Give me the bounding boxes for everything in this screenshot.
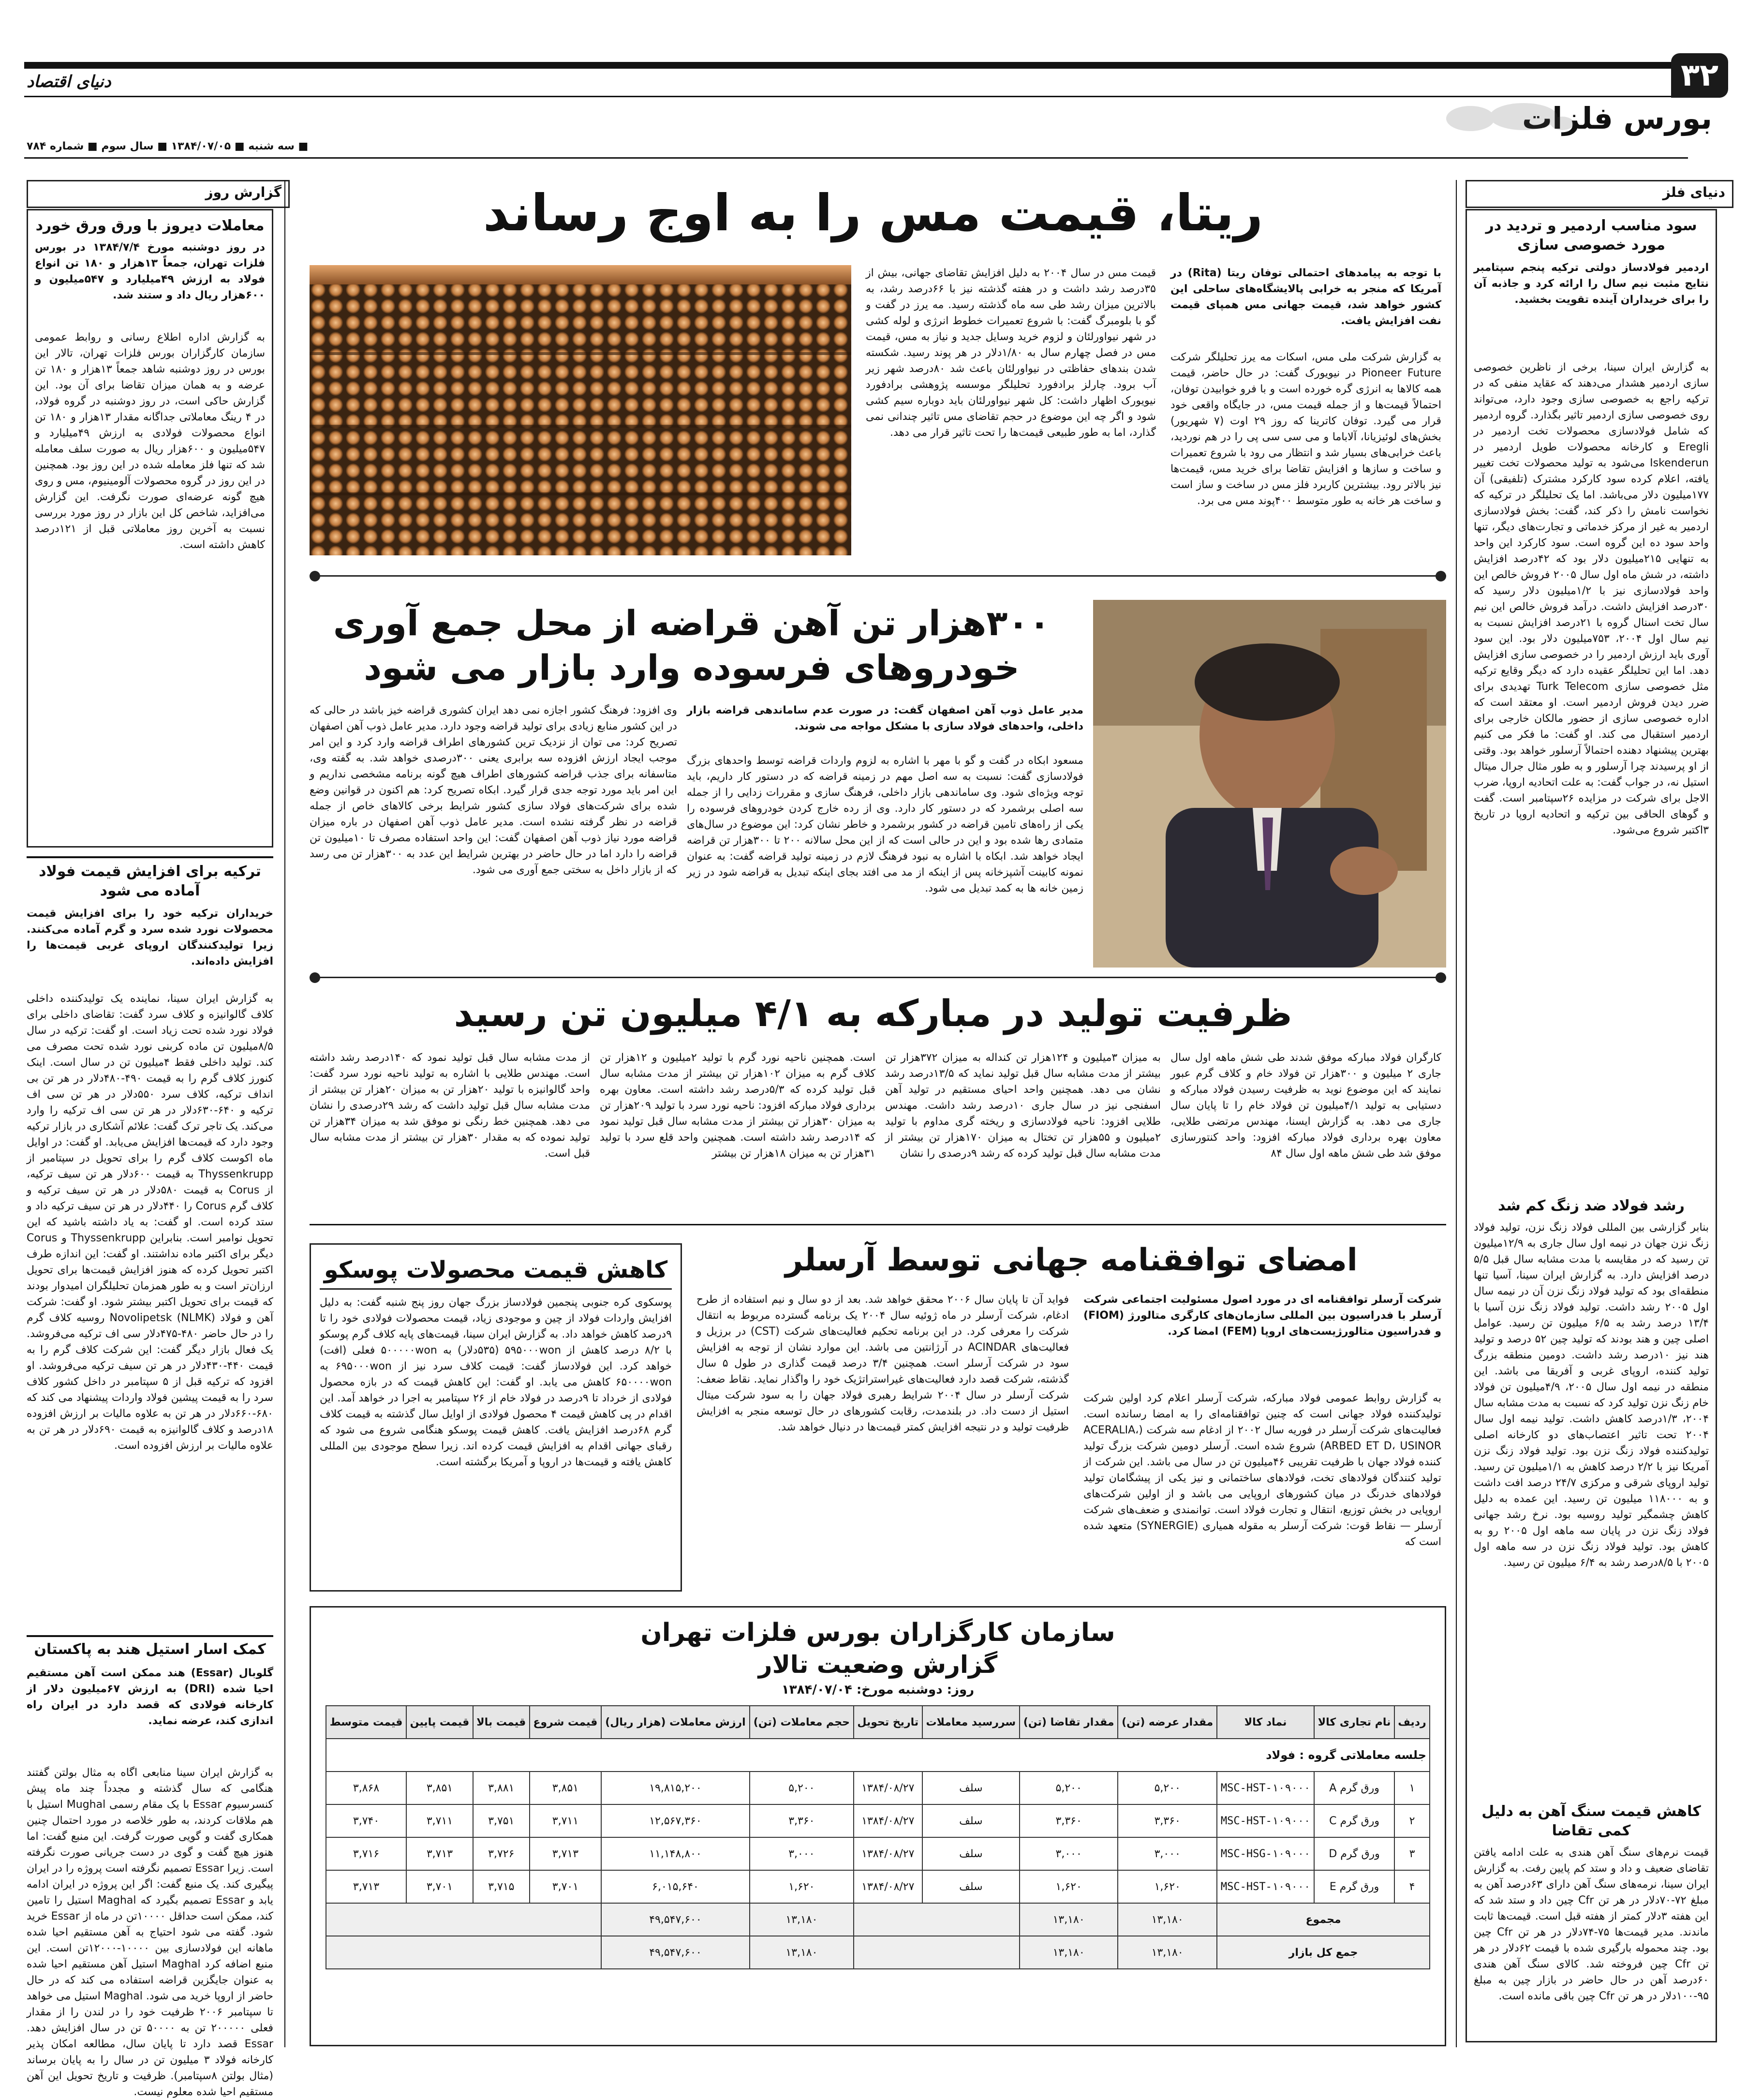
table-cell: ۱,۶۲۰ <box>1118 1870 1217 1903</box>
mobarakeh-headline: ظرفیت تولید در مبارکه به ۴/۱ میلیون تن رسید <box>454 992 1292 1035</box>
table-cell: سلف <box>922 1870 1020 1903</box>
left-column-label: گزارش روز <box>27 180 290 208</box>
right-article-1-body: به گزارش ایران سینا، برخی از ناظرین خصوصی سازی اردمیر هشدار می‌دهند که عقاید منفی که در ترکیه راجع به خصوصی سازی وجود دارد، می‌تواند روی خصوصی سازی اردمیر تاثیر بگذارد. گروه اردمیر که شامل فولادسازی محصولات تخت اردمیر در Eregli و کارخانه محصولات طویل اردمیر در Iskenderun می‌شود به تولید محصولات تخت تغییر یافته، اعلام کرده سود کارکرد مشترک (تلفیقی) آن ۱۷۷میلیون دلار می‌باشد. اما یک تحلیلگر در ترکیه که نخواست نامش را ذکر کند، گفت: بخش فولادسازی اردمیر به غیر از مرکز خدماتی و تجارت‌های دیگر، تنها واحد سود ده این گروه است. سود کارکرد این واحد به تنهایی ۲۱۵میلیون دلار بود که ۴۲درصد افزایش داشته، در شش ماه اول سال ۲۰۰۵ فروش خالص این واحد فولادسازی نیز با ۱/۲میلیون دلار رسید که ۳۰درصد افزایش داشت. درآمد فروش خالص این نیم سال تخت اسنال گروه با ۲۱درصد افزایش نسبت به نیم سال اول ۲۰۰۴، ۷۵۳میلیون دلار بود. این سود آوری باید ارزش اردمیر را در خصوصی سازی افزایش دهد. اما این تحلیلگر عقیده دارد که دیگر وقایع ترکیه مثل خصوصی سازی Turk Telecom تهدیدی برای ضرر دیدن فروش اردمیر است. او معتقد است که اداره خصوصی سازی از حضور مالکان خارجی برای اردمیر استقبال می کند. او گفت: ما فکر می کنیم بهترین پیشنهاد دهنده احتمالاً آرسلور خواهد بود. وقتی از او پرسیدند چرا آرسلور و به طور مثال جرال میتال استیل نه، در جواب گفت: به علت اتحادیه اروپا، ضرب الاجل برای شرکت در مزایده ۲۶سپتامبر است. گفت و گوهای الحاقی بین ترکیه و اتحادیه اروپا در تاریخ ۳اکتبر شروع می‌شود. <box>1474 361 1709 836</box>
table-cell: ۳,۷۱۵ <box>473 1870 530 1903</box>
table-cell: ۳,۸۸۱ <box>473 1772 530 1804</box>
table-cell: ۲ <box>1394 1804 1430 1837</box>
table-cell: ۱۹,۸۱۵,۲۰۰ <box>601 1772 750 1804</box>
group-label: جلسه معاملاتی گروه : فولاد <box>326 1739 1430 1772</box>
col-header: قیمت بالا <box>473 1706 530 1739</box>
top-rule-thin <box>24 96 1688 97</box>
table-cell: سلف <box>922 1837 1020 1870</box>
total-label: مجموع <box>1217 1903 1430 1936</box>
left-article-2-title: ترکیه برای افزایش قیمت فولاد آماده می شود <box>39 863 261 899</box>
table-cell: ۱۳۸۴/۰۸/۲۷ <box>854 1772 922 1804</box>
section-divider-2 <box>310 972 1446 983</box>
total-row <box>326 1903 1430 1936</box>
grand-total-value: ۱۳,۱۸۰ <box>750 1936 854 1969</box>
table-row <box>326 1804 1430 1837</box>
col-header: حجم معاملات (تن) <box>750 1706 854 1739</box>
table-cell: ۱ <box>1394 1772 1430 1804</box>
table-cell: ۳,۳۶۰ <box>1118 1804 1217 1837</box>
col-header: مقدار تقاضا (تن) <box>1020 1706 1118 1739</box>
table-cell: ۱۳۸۴/۰۸/۲۷ <box>854 1870 922 1903</box>
scrap-body-col2: وی افزود: فرهنگ کشور اجازه نمی دهد ایران کشوری قراضه خیز باشد در حالی که در این کشور منابع زیادی برای تولید قراضه وجود دارد. مدیر عامل ذوب آهن اصفهان تصریح کرد: می توان از نزدیک ترین کشورهای اطراف قراضه وارد کرد و این امر موجب ایجاد ارزش افزوده سه برابری یعنی ۳۰۰درصدی خواهد شد. به گفته وی، متاسفانه برای جذب قراضه کشورهای اطراف هیچ گونه برنامه مشخصی نداریم و این امر باید مورد توجه جدی قرار گیرد. ابکاه تصریح کرد: هم اکنون در قوانین وضع شده برای شرکت‌های فولاد سازی کشور شرایط برخی کالاهای خاص از جمله قراضه در نظر گرفته نشده است. مدیر عامل ذوب آهن اصفهان در باره میزان قراضه مورد نیاز ذوب آهن اصفهان گفت: این واحد استفاده مصرف تا ۱۰میلیون تن قراضه را دارد اما در حال حاضر در بهترین شرایط این عدد به ۳۰۰هزار تن می رسد که از بازار داخل به سختی جمع آوری می شود. <box>310 704 678 876</box>
left-column-rule <box>284 180 285 2047</box>
main-headline: ریتا، قیمت مس را به اوج رساند <box>483 183 1263 242</box>
table-cell: ۳,۰۰۰ <box>1118 1837 1217 1870</box>
page-number-badge <box>1671 53 1728 98</box>
total-value: ۴۹,۵۴۷,۶۰۰ <box>601 1903 750 1936</box>
report-header-row <box>326 1706 1430 1739</box>
col-header: تاریخ تحویل <box>854 1706 922 1739</box>
col-header: سررسید معاملات <box>922 1706 1020 1739</box>
table-cell: ۱۱,۱۴۸,۸۰۰ <box>601 1837 750 1870</box>
col-header: قیمت پایین <box>406 1706 473 1739</box>
mobarakeh-col2: به میزان ۳میلیون و ۱۲۴هزار تن کنداله به میزان ۳۷۲هزار تن بیشتر از مدت مشابه سال قبل تولید نماید که ۱۳/۵درصد رشد نشان می دهد. همچنین واحد احیای مستقیم در تولید آهن اسفنجی نیز در سال جاری ۱۰درصد رشد داشت. مهندس طلایی افزود: ناحیه فولادسازی و ریخته گری مداوم با تولید ۲میلیون و ۵۵هزار تن تختال به میزان ۱۷۰هزار تن بیشتر از مدت مشابه سال قبل تولید کرده که رشد ۹درصدی را نشان <box>885 1052 1161 1160</box>
scrap-headline-line1: ۳۰۰هزار تن آهن قراضه از محل جمع آوری <box>333 603 1051 643</box>
table-cell: ورق گرم D <box>1314 1837 1394 1870</box>
right-column-box <box>1466 209 1717 2042</box>
col-header: ردیف <box>1394 1706 1430 1739</box>
table-cell: ۳,۷۰۱ <box>406 1870 473 1903</box>
table-cell: ورق گرم C <box>1314 1804 1394 1837</box>
rita-body-col1: به گزارش شرکت ملی مس، اسکات مه یرز تحلیلگر شرکت Pioneer Future در نیویورک گفت: در حال حاضر، قیمت همه کالاها به انرژی گره خورده است و با فرو خوابیدن توفان، احتمالاً قیمت‌ها و از جمله قیمت مس، در جایگاه واقعی خود قرار می گیرد. توفان کاترینا که روز ۲۹ اوت (۷ شهریور) بخش‌های لوئیزیانا، آلاباما و می سی سی پی را در هم نوردید، باعث خرابی‌های بسیار شد و انتظار می رود با شروع تعمیرات و ساخت و سازها و افزایش تقاضا برای خرید مس، قیمت‌ها نیز بالاتر رود. بیشترین کاربرد فلز مس در ساخت و ساز است و ساخت هر خانه به طور متوسط ۴۰۰پوند مس می برد. <box>1170 351 1442 507</box>
arcelor-lead: شرکت آرسلر توافقنامه ای در مورد اصول مسئولیت اجتماعی شرکت آرسلر با فدراسیون بین المللی سازمان‌های کارگری متالورژ (FIOM) و فدراسیون متالورژیست‌های اروپا (FEM) امضا کرد. <box>1083 1294 1441 1338</box>
grand-total-label: جمع کل بازار <box>1217 1936 1430 1969</box>
table-cell: MSC-HST-۱۰۹۰۰۰ <box>1217 1804 1314 1837</box>
col-header: مقدار عرضه (تن) <box>1118 1706 1217 1739</box>
table-cell: ۳,۷۱۳ <box>530 1837 601 1870</box>
left-divider-2 <box>27 1635 273 1637</box>
left-article-2-body: به گزارش ایران سینا، نماینده یک تولیدکننده داخلی کلاف گالوانیزه و کلاف سرد گفت: تقاضای داخلی برای فولاد نورد شده تحت زیاد است. او گفت: ترکیه در سال ۸/۵میلیون تن ماده کربنی نورد شده تحت مصرف می کند. تولید داخلی فقط ۴میلیون تن در سال است. اینک کنورز کلاف گرم را به قیمت ۴۹۰-۴۸۰دلار در هر تن بی انداف ترکیه، کلاف سرد ۵۵۰دلار در هر تن سی اف ترکیه و ۶۴۰-۶۳۰دلار در هر تن سی اف ترکیه را وارد می‌کند. یک تاجر ترک گفت: علائم آشکاری در بازار ترکیه وجود دارد که قیمت‌ها افزایش می‌یابد. او گفت: در اوایل ماه اکوست کلاف گرم را برای تحویل در سپتامبر از Thyssenkrupp به قیمت ۶۰۰دلار هر تن سیف ترکیه، از Corus به قیمت ۵۸۰دلار در هر تن سیف ترکیه و کلاف گرم Corus را ۴۴۰دلار در هر تن سیف ترکیه داد و ستد کرده است. او گفت: به یاد داشته باشید که این تحویل نوامبر است. بنابراین Thyssenkrupp و Corus دیگر برای اکتبر ماده نداشتند. او گفت: این اندازه طرف اکتبر تحویل کرده که هنوز افزایش قیمت‌ها برای تحویل ارزان‌تر است و به طور همزمان تحلیلگران امیدوار بودند که قیمت برای تحویل اکتبر بیشتر شود. او گفت: شرکت آهن و فولاد (NLMK) Novolipetsk روسیه کلاف گرم را در حال حاضر ۴۸۰-۴۷۵دلار سی اف ترکیه می‌فروشد. یک فعال بازار دیگر گفت: این شرکت کلاف گرم را به قیمت ۴۴۰-۴۳۰دلار در هر تن سیف ترکیه می‌فروشد. او افزود که ترکیه قبل از ۵ سپتامبر در داخل کشور کلاف سرد را به قیمت پیشین فولاد واردات پیشنهاد می کند که ۶۸۰-۶۶۰دلار در هر تن به علاوه مالیات بر ارزش افزوده ۱۸درصد و کلاف گالوانیزه به قیمت ۶۹۰دلار در هر تن به علاوه مالیات بر ارزش افزوده است. <box>27 993 274 1452</box>
table-row <box>326 1837 1430 1870</box>
section-title: بورس فلزات <box>1522 101 1712 136</box>
grand-total-row <box>326 1936 1430 1969</box>
table-cell: MSC-HSG-۱۰۹۰۰۰ <box>1217 1837 1314 1870</box>
scrap-lead: مدیر عامل ذوب آهن اصفهان گفت: در صورت عدم ساماندهی قراضه بازار داخلی، واحدهای فولاد سازی با مشکل مواجه می شوند. <box>687 704 1083 732</box>
date-line: ■ سه شنبه ■ ۱۳۸۴/۰۷/۰۵ ■ سال سوم ■ شماره ۷۸۴ <box>27 140 309 152</box>
group-row <box>326 1739 1430 1772</box>
scrap-body-col1: مسعود ابکاه در گفت و گو با مهر با اشاره به لزوم واردات قراضه توسط واحدهای بزرگ فولادسازی گفت: نسبت به سه اصل مهم در زمینه قراضه که در دستور کار داریم، باید توجه ویژه‌ای شود. وی ساماندهی بازار داخلی، فرهنگ سازی و مقررات زدایی را از جمله سه اصلی برشمرد که در دستور کار دارد. وی از رده خارج کردن خودروهای فرسوده را یکی از راه‌های تامین قراضه در کشور برشمرد و خاطر نشان کرد: این موضوع در سال‌های متمادی رها شده بود و این در حالی است که از این محل سالانه ۲۰۰ تا ۳۰۰هزار تن قراضه ایجاد خواهد شد. ابکاه با اشاره به نبود فرهنگ لازم در زمینه تولید قراضه گفت: به عنوان نمونه کابینت آشپزخانه پس از اینکه از مد می افتد بجای اینکه تبدیل به قراضه شود در زیر زمین خانه ها به کمد تبدیل می شود. <box>687 755 1083 894</box>
table-cell: ۳,۷۱۶ <box>326 1837 406 1870</box>
paper-logo: دنیای اقتصاد <box>27 72 111 91</box>
total-value: ۱۳,۱۸۰ <box>1118 1903 1217 1936</box>
table-cell: ۳,۸۶۸ <box>326 1772 406 1804</box>
left-article-3-lead: گلوبال (Essar) هند ممکن است آهن مستقیم احیا شده (DRI) به ارزش ۶۷میلیون دلار از کارخانه فولادی که قصد دارد در ایران راه اندازی کند، عرضه نماید. <box>27 1667 274 1727</box>
table-cell: ۳,۰۰۰ <box>1020 1837 1118 1870</box>
grand-total-value: ۱۳,۱۸۰ <box>1020 1936 1118 1969</box>
section-divider-3 <box>310 1224 1446 1225</box>
table-cell: ۳,۷۱۱ <box>406 1804 473 1837</box>
col-header: نماد کالا <box>1217 1706 1314 1739</box>
arcelor-col1: به گزارش روابط عمومی فولاد مبارکه، شرکت آرسلر اعلام کرد اولین شرکت تولیدکننده فولاد جهانی است که چنین توافقنامه‌ای را به امضا رسانده است. فعالیت‌های شرکت آرسلر در فوریه سال ۲۰۰۲ از ادغام سه شرکت (ACERALIA، ARBED ET D، USINOR) شروع شده است. آرسلر دومین شرکت بزرگ تولید کننده فولاد جهان با ظرفیت تقریبی ۴۶میلیون تن در سال می باشد. این شرکت از تولید کنندگان فولادهای تخت، فولادهای ساختمانی و نیز یکی از پیشگامان تولید فولادهای خدرنگ در میان کشورهای اروپایی می باشد و از اولین شرکت‌های اروپایی در بخش توزیع، انتقال و تجارت فولاد است. توانمندی و ضعف‌های شرکت آرسلر — نقاط قوت: شرکت آرسلر به مقوله همیاری (SYNERGIE) متعهد شده است که <box>1083 1392 1442 1548</box>
total-value: ۱۳,۱۸۰ <box>1020 1903 1118 1936</box>
table-cell: سلف <box>922 1804 1020 1837</box>
right-article-1-title: سود مناسب اردمیر و تردید در مورد خصوصی سازی <box>1485 217 1697 253</box>
table-cell: ۳,۷۱۳ <box>326 1870 406 1903</box>
table-cell: ۳,۷۱۱ <box>530 1804 601 1837</box>
table-cell: ۱۳۸۴/۰۸/۲۷ <box>854 1837 922 1870</box>
table-cell: ۳,۷۱۳ <box>406 1837 473 1870</box>
grand-total-value: ۴۹,۵۴۷,۶۰۰ <box>601 1936 750 1969</box>
table-cell: ۱۳۸۴/۰۸/۲۷ <box>854 1804 922 1837</box>
table-cell: ۱۲,۵۶۷,۳۶۰ <box>601 1804 750 1837</box>
report-title-1: سازمان کارگزاران بورس فلزات تهران <box>640 1618 1115 1647</box>
rita-body-col2: قیمت مس در سال ۲۰۰۴ به دلیل افزایش تقاضای جهانی، بیش از ۳۵درصد رشد داشت و در هفته گذشته نیز با ۶۶درصد رشد، به بالاترین میزان رشد طی سه ماه گذشته رسید. مه یرز در گفت و گو با بلومبرگ گفت: با شروع تعمیرات خطوط انرژی و لوله کشی در شهر نیواورلئان و لزوم خرید وسایل جدید و نیاز به مس، قیمت مس در فصل چهارم سال به ۱/۸۰دلار در هر پوند رسید. شکسته شدن بندهای حفاظتی در نیواورلئان باعث شد ۸۰درصد شهر زیر آب برود. چارلز برادفورد تحلیلگر موسسه پژوهشی برادفورد نیویورک اظهار داشت: کل شهر نیواورلئان باید دوباره سیم کشی شود و اگر چه این موضوع در حجم تقاضای مس تاثیر چندانی نمی گذارد، اما به طور طبیعی قیمت‌ها را تحت تاثیر قرار می دهد. <box>866 267 1156 439</box>
left-divider-1 <box>27 856 273 858</box>
report-table-body <box>326 1739 1430 1903</box>
table-cell: MSC-HST-۱۰۹۰۰۰ <box>1217 1772 1314 1804</box>
table-cell: ۱,۶۲۰ <box>750 1870 854 1903</box>
right-article-2-body: بنابر گزارشی بین المللی فولاد زنگ نزن، تولید فولاد زنگ نزن جهان در نیمه اول سال جاری به ۱۲/۹میلیون تن رسید که در مقایسه با مدت مشابه سال قبل ۵/۵ درصد افزایش دارد. به گزارش ایران سینا، آسیا تنها منطقه‌ای بود که تولید فولاد زنگ نزن آن در نیمه سال اول ۲۰۰۵ رشد داشت. تولید فولاد زنگ نزن آسیا با ۱۳/۴ درصد رشد به ۶/۵ میلیون تن رسید. عوامل اصلی چین و هند بودند که تولید چین ۵۲ درصد و تولید هند نیز ۱۰درصد رشد داشت. دومین منطقه بزرگ تولید کننده، اروپای غربی و آفریقا می باشد. این منطقه در نیمه اول سال ۲۰۰۵، ۴/۹میلیون تن فولاد خام زنگ نزن تولید کرد که نسبت به مدت مشابه سال ۲۰۰۴، ۱/۳درصد کاهش داشت. تولید نیمه اول سال ۲۰۰۴ تحت تاثیر اعتصاب‌های دو کارخانه اصلی تولیدکننده فولاد زنگ نزن بود. تولید فولاد زنگ نزن آمریکا نیز با ۲/۲ درصد کاهش به ۱/۱میلیون تن رسید. تولید اروپای شرقی و مرکزی ۲۴/۷ درصد افت داشت و به ۱۱۸۰۰۰ میلیون تن رسید. این عمده به دلیل کاهش چشمگیر تولید روسیه بود. نرخ رشد جهانی فولاد زنگ نزن در پایان سه ماهه اول ۲۰۰۵ رو به کاهش بود. تولید فولاد زنگ نزن در سه ماهه اول ۲۰۰۵ با ۸/۵درصد رشد به ۶/۴ میلیون تن رسید. <box>1474 1221 1709 1569</box>
table-cell: ورق گرم A <box>1314 1772 1394 1804</box>
header-bottom-rule <box>24 157 1688 159</box>
right-article-2-title: رشد فولاد ضد زنگ کم شد <box>1498 1197 1685 1214</box>
top-rule <box>24 62 1688 69</box>
right-article-3-body: قیمت نرم‌های سنگ آهن هندی به علت ادامه یافتن تقاضای ضعیف و داد و ستد کم پایین رفت. به گزارش ایران سینا، نرمه‌های سنگ آهن دارای ۶۳درصد آهن به مبلغ ۷۲-۷۰دلار در هر تن Cfr چین داد و ستد شد که این هفته ۳دلار کمتر از هفته قبل است. قیمت‌ها ثابت ماندند. مدیر قیمت‌ها ۷۵-۷۴دلار در هر تن Cfr چین بود. چند محموله بارگیری شده با قیمت ۶۲دلار در هر تن Cfr چین فروخته شد. کالای سنگ آهن هندی ۶۰درصد آهن در حال حاضر در بازار چین به مبلغ ۹۵-۱۰۰دلار در هر تن Cfr چین باقی مانده است. <box>1474 1847 1709 2002</box>
table-cell: ۴ <box>1394 1870 1430 1903</box>
left-article-3-body: به گزارش ایران سینا منابعی اگاه به مثال بولتن گفتند هنگامی که سال گذشته و مجدداً چند ماه پیش کنسرسیوم Essar با یک مقام رسمی Mughal استیل با هم ملاقات کردند، به طور خلاصه در مورد احتمال چنین همکاری گفت و گویی صورت گرفت. این منبع گفت: اما هنوز هیچ گفت و گوی در دست جریانی صورت نگرفته است. زیرا Essar تصمیم نگرفته است پروژه را در ایران پیگیری کند. یک منبع گفت: اگر این پروژه در ایران ادامه یابد و Essar تصمیم بگیرد که Maghal استیل را تامین کند، ممکن است حداقل ۱۰۰۰۰تن در ماه از Essar خرید شود. گفته می شود احتیاج به آهن مستقیم احیا شده ماهانه این فولادسازی بین ۱۰۰۰۰-۱۲۰۰۰تن است. این منبع اضافه کرد Maghal استیل آهن مستقیم احیا شده به عنوان جایگزین قراضه استفاده می کند که در حال حاضر از اروپا خرید می شود. Maghal استیل می خواهد تا سپتامبر ۲۰۰۶ ظرفیت خود را در لندن را از مقدار فعلی ۲۰۰۰۰۰ تن به ۵۰۰۰۰ تن در سال افزایش دهد. Essar قصد دارد تا پایان سال، مطالعه امکان پذیر کارخانه فولاد ۳ میلیون تن در سال را به پایان برساند (مثال بولتن ۸سپتامبر). ظرفیت و تاریخ تحویل این آهن مستقیم احیا شده معلوم نیست. <box>27 1767 274 2098</box>
table-cell: ۶,۰۱۵,۶۴۰ <box>601 1870 750 1903</box>
table-cell: ۳,۷۵۱ <box>473 1804 530 1837</box>
arcelor-headline: امضای توافقنامه جهانی توسط آرسلر <box>785 1242 1358 1278</box>
table-cell: ۳ <box>1394 1837 1430 1870</box>
table-cell: ۳,۳۶۰ <box>1020 1804 1118 1837</box>
table-cell: ۵,۲۰۰ <box>1020 1772 1118 1804</box>
page-number: ۳۲ <box>1680 58 1719 93</box>
col-header: قیمت متوسط <box>326 1706 406 1739</box>
report-table <box>326 1705 1430 1969</box>
table-row <box>326 1870 1430 1903</box>
col-header: ارزش معاملات (هزار ریال) <box>601 1706 750 1739</box>
table-cell: ۳,۰۰۰ <box>750 1837 854 1870</box>
table-cell: ۳,۷۰۱ <box>530 1870 601 1903</box>
table-cell: سلف <box>922 1772 1020 1804</box>
table-cell: ۳,۷۴۰ <box>326 1804 406 1837</box>
left-column <box>27 180 281 2098</box>
copper-rods-photo <box>310 265 851 555</box>
table-cell: ۱,۶۲۰ <box>1020 1870 1118 1903</box>
right-article-3-title: کاهش قیمت سنگ آهن به دلیل کمی تقاضا <box>1481 1803 1701 1839</box>
right-column <box>1466 180 1725 2047</box>
mobarakeh-col4: از مدت مشابه سال قبل تولید نمود که ۱۴۰درصد رشد داشته است. مهندس طلایی با اشاره به تولید ناحیه نورد سرد گفت: واحد گالوانیزه با تولید ۲۰هزار تن به میزان ۲۰هزار تن بیشتر از مدت مشابه سال قبل تولید داشت که رشد ۲۹درصدی را نشان می دهد. همچنین خط رنگی نو موفق شد به میزان ۳۴هزار تن تولید نموده که به مقدار ۳۰هزار تن بیشتر از مدت مشابه سال قبل است. <box>310 1052 591 1160</box>
report-title-2: گزارش وضعیت تالار <box>758 1651 998 1679</box>
left-article-1-body: به گزارش اداره اطلاع رسانی و روابط عمومی سازمان کارگزاران بورس فلزات تهران، تالار این بورس در روز دوشنبه شاهد جمعاً ۱۳هزار و ۱۸۰ تن عرضه و به همان میزان تقاضا برای آن بود. این گزارش حاکی است، در روز دوشنبه در گروه فولاد، در ۴ رینگ معاملاتی جداگانه مقدار ۱۳هزار و ۱۸۰ تن انواع محصولات فولادی به ارزش ۴۹میلیارد و ۵۴۷میلیون و ۶۰۰هزار ریال به صورت سلف معامله شد که تنها فلز معامله شده در این روز بود. همچنین در این روز در گروه محصولات آلومینیوم، مس و روی هیچ گونه عرضه‌ای صورت نگرفت. این گزارش می‌افزاید، شاخص کل این بازار در روز مورد بررسی نسبت به آخرین روز معاملاتی قبل از ۱۲۱درصد کاهش داشته است. <box>35 331 265 551</box>
table-row <box>326 1772 1430 1804</box>
col-header: قیمت شروع <box>530 1706 601 1739</box>
left-article-1-box <box>27 209 273 848</box>
posco-box <box>310 1243 682 1592</box>
section-divider-1 <box>310 571 1446 581</box>
posco-headline: کاهش قیمت محصولات پوسکو <box>320 1251 672 1290</box>
grand-total-value: ۱۳,۱۸۰ <box>1118 1936 1217 1969</box>
table-cell: ۳,۸۵۱ <box>530 1772 601 1804</box>
table-cell: ورق گرم E <box>1314 1870 1394 1903</box>
posco-body: پوسکوی کره جنوبی پنجمین فولادساز بزرگ جهان روز پنج شنبه گفت: به دلیل افزایش واردات فولاد از چین و موجودی زیاد، قیمت محصولات فولادی خود را تا ۹درصد کاهش خواهد داد. به گزارش ایران سینا، قیمت‌های پایه کلاف گرم پوسکو با ۸/۲ درصد کاهش از ۵۹۵۰۰۰won (۵۳۵دلار) به ۵۰۰۰۰۰won فعلی (افت) خواهد کرد. این فولادساز گفت: قیمت کلاف سرد نیز از ۶۹۵۰۰۰won به ۶۵۰۰۰۰won کاهش می یابد. او گفت: این کاهش قیمت که در بازه محصول فولادی از خرداد تا ۹درصد در فولاد خام از ۲۶ سپتامبر به اجرا در خواهد آمد. این اقدام در پی کاهش قیمت ۴ محصول فولادی از اوایل سال گذشته به قیمت کلاف گرم ۶۸درصد افزایش یافت. کاهش قیمت پوسکو هنگامی شروع می شود که رقبای جهانی اقدام به افزایش قیمت کرده اند. زیرا سطح موجودی بین المللی کاهش یافته و قیمت‌ها در اروپا و آمریکا برگشته است. <box>320 1296 672 1468</box>
right-column-label: دنیای فلز <box>1466 180 1733 208</box>
right-article-1-lead: اردمیر فولادساز دولتی ترکیه پنجم سپتامبر نتایج مثبت نیم سال را ارائه کرد و جاذبه آن را برای خریداران آینده تقویت بخشید. <box>1474 262 1709 306</box>
world-map-graphic <box>1441 99 1577 138</box>
left-article-1-title: معاملات دیروز با ورق ورق خورد <box>35 217 265 234</box>
executive-portrait-photo <box>1093 600 1446 968</box>
left-article-2-lead: خریداران ترکیه خود را برای افزایش قیمت محصولات نورد شده سرد و گرم آماده می‌کنند. زیرا تولیدکنندگان اروپای غربی قیمت‌ها را افزایش داده‌اند. <box>27 908 273 968</box>
col-header: نام تجاری کالا <box>1314 1706 1394 1739</box>
scrap-headline-line2: خودروهای فرسوده وارد بازار می شود <box>364 647 1020 688</box>
table-cell: ۳,۳۶۰ <box>750 1804 854 1837</box>
rita-lead: با توجه به پیامدهای احتمالی توفان ریتا (Rita) در آمریکا که منجر به خرابی پالایشگاه‌های ساحلی این کشور خواهد شد، قیمت جهانی مس همپای قیمت نفت افزایش یافت. <box>1170 267 1441 327</box>
arcelor-col2: فواید آن تا پایان سال ۲۰۰۶ محقق خواهد شد. بعد از دو سال و نیم استفاده از طرح ادغام، شرکت آرسلر در ماه ژوئیه سال ۲۰۰۴ یک برنامه گسترده مربوط به انتقال شرکت را معرفی کرد. در این برنامه تحکیم فعالیت‌های شرکت (CST) در برزیل و فعالیت‌های ACINDAR در آرژانتین می باشد. این موارد نشان از توجه به افزایش سود در شرکت آرسلر است. همچنین ۳/۴ درصد قیمت گذاری در طول ۵ سال گذشته، شرکت قصد دارد فعالیت‌های غیراستراتژیک خود را واگذار نماید. نقاط ضعف: شرکت آرسلر در سال ۲۰۰۴ شرایط رهبری فولاد جهان را به سود شرکت میتال استیل از دست داد. در بلندمدت، رقابت کشورهای در حال توسعه منجر به افزایش ظرفیت تولید و در نتیجه افزایش کمتر قیمت‌ها در دنیال خواهد شد. <box>696 1294 1069 1433</box>
report-date: روز: دوشنبه مورخ: ۱۳۸۴/۰۷/۰۴ <box>781 1683 975 1697</box>
mobarakeh-col3: است. همچنین ناحیه نورد گرم با تولید ۲میلیون و ۱۲هزار تن کلاف گرم به میزان ۱۰۲هزار تن بیشتر از مدت مشابه سال قبل تولید کرده که ۵/۳درصد رشد داشته است. معاون بهره برداری فولاد مبارکه افزود: ناحیه نورد سرد با تولید ۲۰۹هزار تن به میزان ۳۰هزار تن بیشتر از مدت مشابه سال قبل تولید نمود که ۱۴درصد رشد داشته است. همچنین واحد قلع سرد با تولید ۳۱هزار تن به میزان ۱۸هزار تن بیشتر <box>600 1052 876 1160</box>
table-cell: ۵,۲۰۰ <box>1118 1772 1217 1804</box>
table-cell: ۵,۲۰۰ <box>750 1772 854 1804</box>
market-report <box>310 1606 1446 2046</box>
mobarakeh-col1: کارگران فولاد مبارکه موفق شدند طی شش ماهه اول سال جاری ۲ میلیون و ۳۰۰هزار تن فولاد خام و کلاف گرم عبور نمایند که این موضوع نوید به ظرفیت رسیدن فولاد مبارکه و دستیابی به تولید ۴/۱میلیون تن فولاد خام را تا پایان سال جاری می دهد. به گزارش ایسنا، مهندس مرتضی طلایی، معاون بهره برداری فولاد مبارکه افزود: واحد کنتورسازی موفق شد طی شش ماهه اول سال ۸۴ <box>1170 1052 1442 1160</box>
total-value: ۱۳,۱۸۰ <box>750 1903 854 1936</box>
table-cell: ۳,۸۵۱ <box>406 1772 473 1804</box>
left-article-1-lead: در روز دوشنبه مورخ ۱۳۸۴/۷/۴ در بورس فلزات تهران، جمعاً ۱۳هزار و ۱۸۰ تن انواع فولاد به ارزش ۴۹میلیارد و ۵۴۷میلیون و ۶۰۰هزار ریال داد و ستند شد. <box>35 241 266 301</box>
left-article-3-title: کمک اسار استیل هند به پاکستان <box>34 1641 266 1658</box>
right-column-rule <box>1456 180 1457 2047</box>
table-cell: MSC-HST-۱۰۹۰۰۰ <box>1217 1870 1314 1903</box>
table-cell: ۳,۷۲۶ <box>473 1837 530 1870</box>
